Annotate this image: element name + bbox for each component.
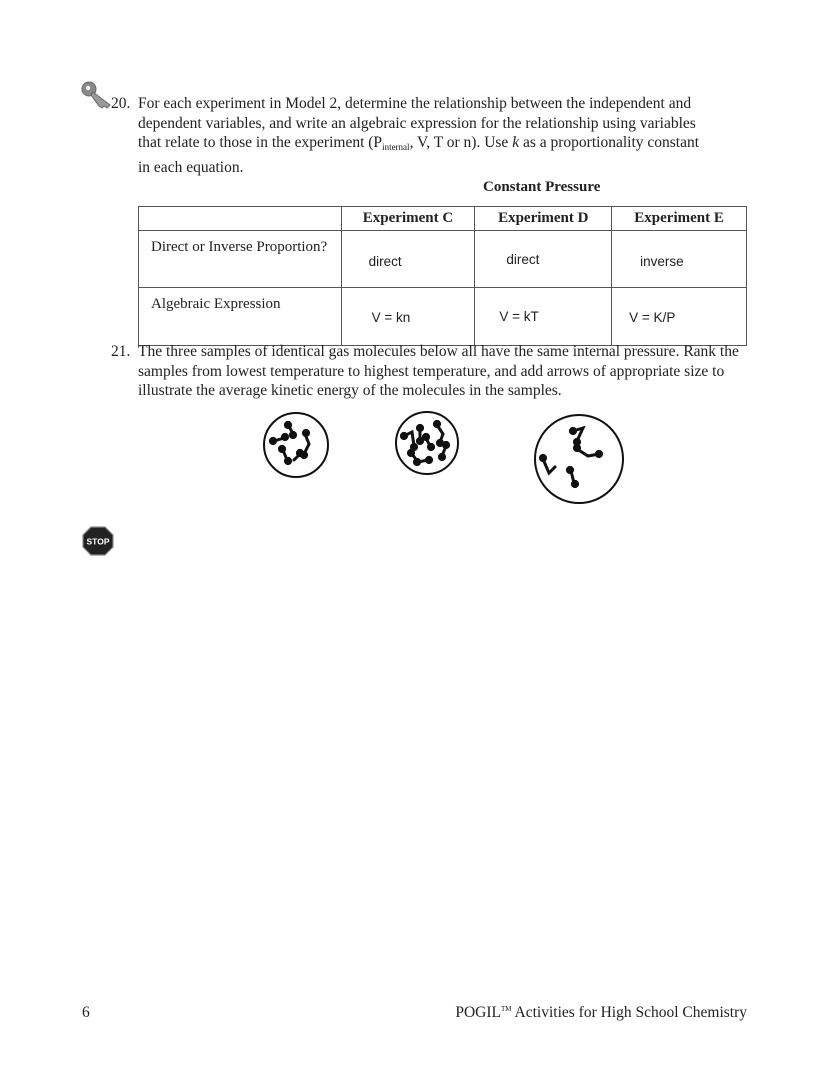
answer-cell[interactable]: V = K/P [612,288,747,346]
answer-cell[interactable]: V = kn [341,288,475,346]
question-20-text [138,94,758,177]
stop-label: STOP [86,536,110,547]
page-number: 6 [82,1004,90,1021]
row-label: Algebraic Expression [139,288,342,346]
gas-sample-3 [533,413,625,503]
question-21-number: 21. [111,343,131,360]
gas-sample-1 [260,412,332,478]
variable-k: k [512,134,520,151]
table-header-experiment-e: Experiment E [612,207,747,231]
answer-cell[interactable]: V = kT [475,288,612,346]
table-header-row [139,207,747,231]
question-21-line: samples from lowest temperature to highest temperature, and add arrows of appropriate size to [138,362,725,380]
table-header-empty [139,207,342,231]
stop-sign-icon [82,526,114,556]
question-21-text [138,342,758,401]
question-20-line: that relate to those in the experiment ($P_{internal}$, V, T or n). Use k as a proportionality constant [138,134,700,152]
answer-cell[interactable]: direct [341,231,475,288]
table-title: Constant Pressure [483,179,601,195]
question-20-line: dependent variables, and write an algebraic expression for the relationship using variables [138,114,696,132]
book-title: POGIL™ Activities for High School Chemistry [455,1004,747,1021]
question-20-number: 20. [111,95,131,112]
question-20-line: in each equation. [138,158,244,176]
trademark: TM [501,1004,512,1013]
question-21-line: The three samples of identical gas molecules below all have the same internal pressure. Rank the [138,343,739,360]
subscript-internal: internal [382,142,410,152]
question-21-line: illustrate the average kinetic energy of the molecules in the samples. [138,382,562,399]
experiment-table [138,206,747,346]
answer-cell[interactable]: direct [475,231,612,288]
answer-cell[interactable]: inverse [612,231,747,288]
question-20-line: For each experiment in Model 2, determine the relationship between the independent and [138,95,692,112]
table-row [139,231,747,288]
gas-sample-2 [392,410,462,476]
table-row [139,288,747,346]
table-header-experiment-c: Experiment C [341,207,475,231]
table-header-experiment-d: Experiment D [475,207,612,231]
row-label: Direct or Inverse Proportion? [139,231,342,288]
